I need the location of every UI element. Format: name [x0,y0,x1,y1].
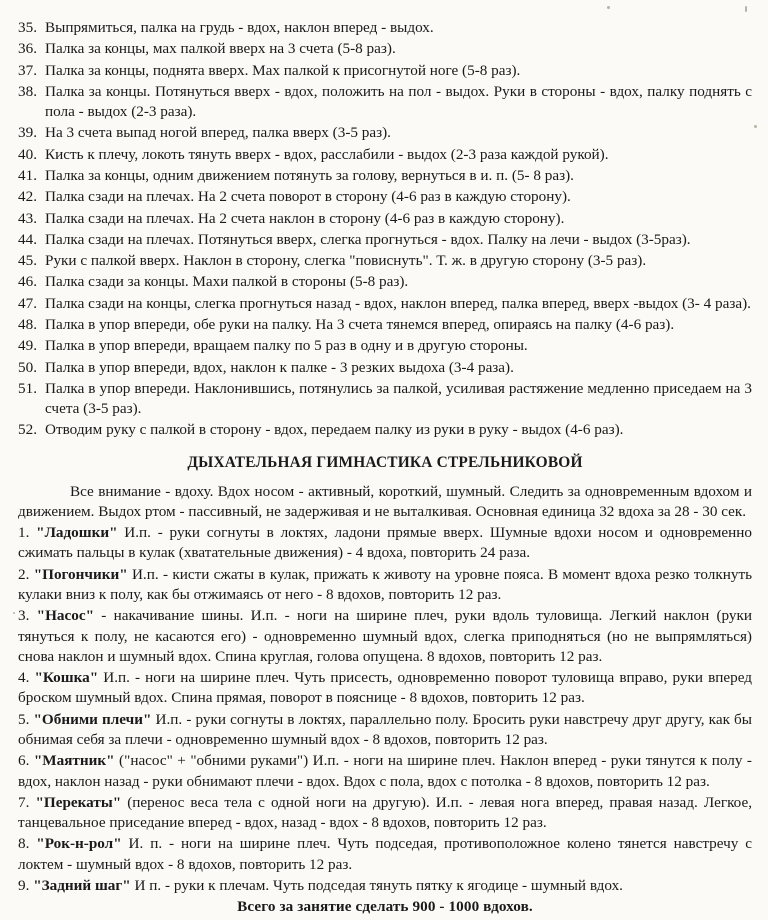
item-number: 50. [18,358,37,376]
item-number: 39. [18,124,37,142]
item-text: Отводим руку с палкой в сторону - вдох, передаем палку из руки в руку - выдох (4-6 раз). [45,421,624,439]
item-text: И.п. - кисти сжаты в кулак, прижать к животу на уровне пояса. В момент вдоха резко толкнуть кулаки вниз к полу, как бы отжимаясь от него - 8 вдохов, повторить 12 раз. [18,565,753,604]
breathing-item [18,565,752,606]
list-item [18,187,752,207]
list-item [18,82,752,123]
item-name: "Обними плечи" [33,710,152,728]
list-item [18,145,752,165]
item-text: Палка в упор впереди. Наклонившись, потянулись за палкой, усиливая растяжение медленно приседаем на 3 счета (3-5 раз). [45,379,752,418]
item-text: Палка сзади на концы, слегка прогнуться назад - вдох, наклон вперед, палка вперед, вверх -выдох (3- 4 раза). [45,294,751,312]
numbered-exercise-list [18,18,752,441]
breathing-item [18,834,752,875]
breathing-item [18,751,752,792]
list-item [18,230,752,250]
item-number: 45. [18,252,37,270]
item-number: 4. [18,669,30,687]
item-text: Палка сзади на плечах. На 2 счета поворот в сторону (4-6 раз в каждую сторону). [45,188,571,206]
breathing-item [18,523,752,564]
list-item [18,166,752,186]
item-text: Палка сзади за концы. Махи палкой в стороны (5-8 раз). [45,273,409,291]
item-number: 6. [18,752,30,770]
item-number: 7. [18,793,30,811]
item-text: Палка в упор впереди, обе руки на палку. На 3 счета тянемся вперед, опираясь на палку (4-6 раз). [45,315,675,333]
list-item [18,209,752,229]
item-name: "Рок-н-рол" [36,835,122,853]
item-text: ("насос" + "обними руками") И.п. - ноги на ширине плеч. Наклон вперед - руки тянутся к полу - вдох, наклон назад - руки обнимают плечи - вдох. Вдох с пола, вдох с потолка - 8 вдохов, повторить 12 раз. [18,752,752,790]
item-text: Палка за концы. Потянуться вверх - вдох, положить на пол - выдох. Руки в стороны - вдох, палку поднять с пола - выдох (2-3 раза). [45,82,752,121]
item-text: Кисть к плечу, локоть тянуть вверх - вдох, расслабили - выдох (2-3 раза каждой рукой). [45,145,609,163]
item-number: 41. [18,166,37,184]
item-text: И.п. - руки согнуты в локтях, параллельно полу. Бросить руки навстречу друг другу, как бы обнимая себя за плечи - одновременно шумный вдох - 8 вдохов, повторить 12 раз. [18,710,752,748]
item-number: 36. [18,40,37,58]
breathing-exercise-list [18,523,752,896]
list-item [18,420,752,440]
item-number: 49. [18,337,37,355]
intro-paragraph: Все внимание - вдоху. Вдох носом - активный, короткий, шумный. Следить за одновременным вдохом и движением. Выдох ртом - пассивный, не задерживая и не выталкивая. Основная единица 32 вдоха за 28 - 30 сек. [18,482,752,520]
item-number: 9. [18,876,30,894]
item-name: "Маятник" [33,752,115,770]
list-item [18,272,752,292]
item-name: "Задний шаг" [33,876,131,894]
item-name: "Кошка" [34,669,99,687]
item-number: 1. [18,524,30,542]
item-text: Палка в упор впереди, вращаем палку по 5 раз в одну и в другую стороны. [45,337,528,355]
item-text: (перенос веса тела с одной ноги на другую). И.п. - левая нога вперед, правая назад. Легкое, танцевальное приседание вперед - вдох, назад - вдох - 8 вдохов, повторить 12 раз. [18,793,752,832]
breathing-item [18,668,752,709]
list-item [18,379,752,420]
list-item [18,18,752,38]
breathing-item [18,710,752,751]
breathing-item [18,876,752,896]
item-text: - накачивание шины. И.п. - ноги на ширине плеч, руки вдоль туловища. Легкий наклон (руки тянуться к полу, не касаются его) - одновременно шумный вдох, слегка приподняться (но не выпрямляться) снова наклон и шумный вдох. Спина круглая, голова опущена. 8 вдохов, повторить 12 раз. [18,607,753,665]
scan-speck [13,612,15,614]
item-name: "Перекаты" [35,793,122,811]
list-item [18,251,752,271]
list-item [18,123,752,143]
scan-speck [745,6,747,12]
item-text: И.п. - руки согнуты в локтях, ладони прямые вверх. Шумные вдохи носом и одновременно сжимать пальцы в кулак (хватательные движения) - 4 вдоха, повторить 24 раза. [18,524,753,562]
item-text: И. п. - ноги на ширине плеч. Чуть подседая, противоположное колено тянется навстречу с локтем - шумный вдох - 8 вдохов, повторить 12 раз. [18,835,752,873]
scan-speck [754,125,757,128]
item-number: 38. [18,82,37,100]
item-number: 35. [18,19,37,36]
item-name: "Ладошки" [36,524,118,542]
item-number: 3. [18,607,30,625]
item-text: На 3 счета выпад ногой вперед, палка вверх (3-5 раз). [45,124,391,142]
item-text: Палка сзади на плечах. Потянуться вверх, слегка прогнуться - вдох. Палку на лечи - выдох (3-5раз). [45,230,691,248]
item-name: "Насос" [36,607,95,625]
item-text: Палка за концы, поднята вверх. Мах палкой к присогнутой ноге (5-8 раз). [45,61,521,79]
scan-speck [607,6,610,9]
item-number: 8. [18,835,30,853]
item-number: 44. [18,230,37,248]
list-item [18,39,752,59]
item-number: 46. [18,273,37,291]
item-number: 52. [18,421,37,439]
list-item [18,294,752,314]
item-number: 51. [18,379,37,397]
item-text: И.п. - ноги на ширине плеч. Чуть присесть, одновременно поворот туловища вправо, руки вперед броском шумный вдох. Спина прямая, поворот в пояснице - 8 вдохов, повторить 12 раз. [18,669,753,707]
item-text: Выпрямиться, палка на грудь - вдох, наклон вперед - выдох. [45,19,434,36]
item-text: Палка в упор впереди, вдох, наклон к палке - 3 резких выдоха (3-4 раза). [45,358,514,376]
breathing-item [18,793,752,834]
item-number: 47. [18,294,37,312]
breathing-item [18,606,752,667]
section-heading: ДЫХАТЕЛЬНАЯ ГИМНАСТИКА СТРЕЛЬНИКОВОЙ [187,453,583,471]
item-text: И п. - руки к плечам. Чуть подседая тянуть пятку к ягодице - шумный вдох. [130,876,623,894]
item-number: 37. [18,61,37,79]
item-text: Палка за концы, мах палкой вверх на 3 счета (5-8 раз). [45,40,396,58]
item-number: 2. [18,565,30,583]
footer-note: Всего за занятие сделать 900 - 1000 вдохов. [237,898,533,916]
item-text: Палка за концы, одним движением потянуть за голову, вернуться в и. п. (5- 8 раз). [45,166,574,184]
item-text: Палка сзади на плечах. На 2 счета наклон в сторону (4-6 раз в каждую сторону). [45,209,565,227]
item-name: "Погончики" [33,565,128,583]
item-text: Руки с палкой вверх. Наклон в сторону, слегка "повиснуть". Т. ж. в другую сторону (3-5 раз). [45,252,647,270]
item-number: 5. [18,710,30,728]
item-number: 42. [18,188,37,206]
list-item [18,358,752,378]
item-number: 43. [18,209,37,227]
list-item [18,315,752,335]
item-number: 48. [18,315,37,333]
item-number: 40. [18,145,37,163]
list-item [18,336,752,356]
list-item [18,61,752,81]
